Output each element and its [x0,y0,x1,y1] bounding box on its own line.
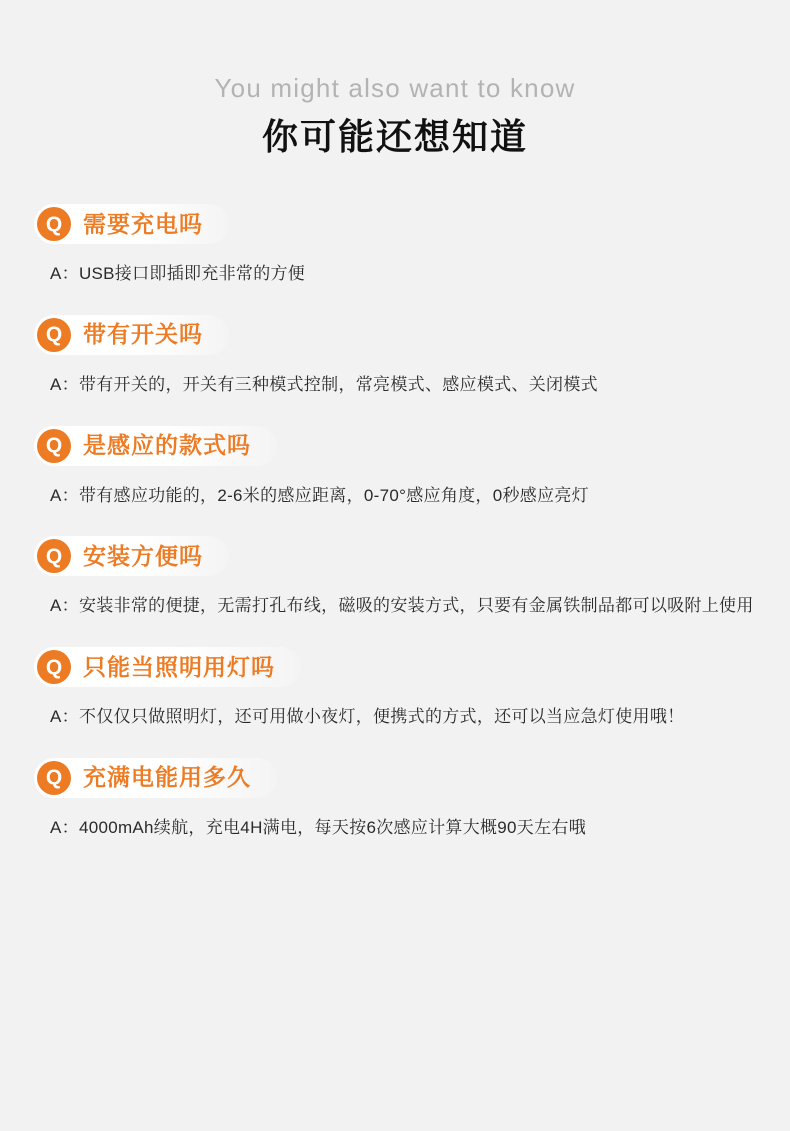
question-text: 是感应的款式吗 [83,432,251,459]
answer-text: A：带有开关的，开关有三种模式控制，常亮模式、感应模式、关闭模式 [50,374,598,394]
question-badge-icon: Q [37,761,71,795]
question-pill [34,758,277,798]
question-text: 需要充电吗 [83,210,203,237]
question-row [34,758,756,798]
faq-item [34,536,756,621]
page-title-chinese: 你可能还想知道 [261,115,528,157]
faq-item [34,758,756,843]
question-badge-icon: Q [37,207,71,241]
faq-item [34,647,756,732]
question-pill [34,536,229,576]
question-badge-icon: Q [37,318,71,352]
question-text: 带有开关吗 [83,321,203,348]
question-text: 安装方便吗 [83,542,203,569]
answer-text: A：4000mAh续航，充电4H满电，每天按6次感应计算大概90天左右哦 [50,817,587,837]
question-pill [34,647,301,687]
question-pill [34,426,277,466]
answer-text: A：USB接口即插即充非常的方便 [50,264,306,284]
question-row [34,647,756,687]
question-text: 充满电能用多久 [83,764,251,791]
question-badge-icon: Q [37,650,71,684]
question-pill [34,204,229,244]
faq-item [34,204,756,289]
question-row [34,315,756,355]
question-badge-icon: Q [37,429,71,463]
page-title-english: You might also want to know [214,73,576,103]
answer-text: A：不仅仅只做照明灯，还可用做小夜灯，便携式的方式，还可以当应急灯使用哦！ [50,707,685,727]
question-row [34,426,756,466]
faq-item [34,426,756,511]
question-text: 只能当照明用灯吗 [83,653,275,680]
answer-text: A：安装非常的便捷，无需打孔布线，磁吸的安装方式，只要有金属铁制品都可以吸附上使用 [50,596,754,616]
question-pill [34,315,229,355]
question-badge-icon: Q [37,539,71,573]
faq-item [34,315,756,400]
page-header [0,0,790,156]
answer-text: A：带有感应功能的，2-6米的感应距离，0-70°感应角度，0秒感应亮灯 [50,485,589,505]
faq-list [0,204,790,843]
question-row [34,204,756,244]
question-row [34,536,756,576]
